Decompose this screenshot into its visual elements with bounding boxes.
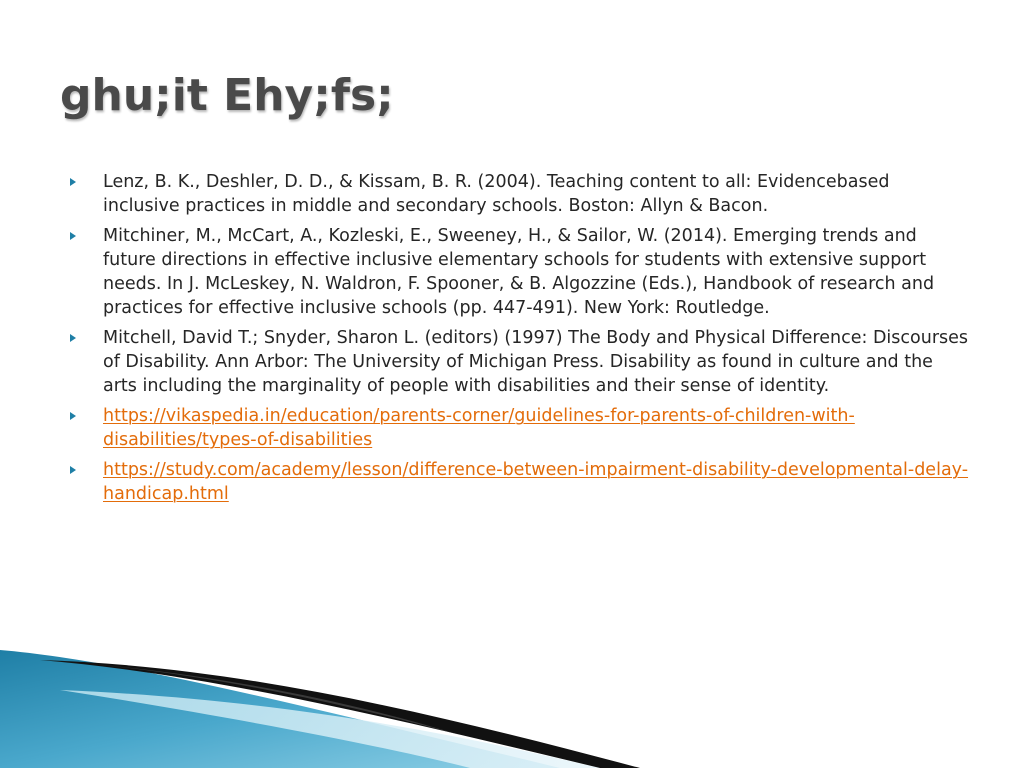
arrow-bullet-icon — [70, 412, 76, 420]
arrow-bullet-icon — [70, 232, 76, 240]
reference-text: Mitchiner, M., McCart, A., Kozleski, E., Sweeney, H., & Sailor, W. (2014). Emerging trends and future directions in effective inclusive elementary schools for students with extensive support needs. In J. McLeskey, N. Waldron, F. Spooner, & B. Algozzine (Eds.), Handbook of research and practices for effective inclusive schools (pp. 447-491). New York: Routledge. — [103, 226, 935, 318]
arrow-bullet-icon — [70, 466, 76, 474]
reference-list — [70, 170, 970, 512]
reference-link-study-com[interactable]: https://study.com/academy/lesson/difference-between-impairment-disability-developmental-delay-handicap.html — [103, 460, 969, 504]
reference-text: Lenz, B. K., Deshler, D. D., & Kissam, B. R. (2004). Teaching content to all: Evidencebased inclusive practices in middle and secondary schools. Boston: Allyn & Bacon. — [103, 172, 890, 216]
reference-item — [70, 326, 970, 398]
arrow-bullet-icon — [70, 178, 76, 186]
reference-item — [70, 170, 970, 218]
reference-text: Mitchell, David T.; Snyder, Sharon L. (editors) (1997) The Body and Physical Difference: Discourses of Disability. Ann Arbor: The University of Michigan Press. Disability as found in culture and the arts including the marginality of people with disabilities and their sense of identity. — [103, 328, 969, 396]
slide-title: ghu;it Ehy;fs; — [60, 70, 394, 121]
reference-item — [70, 458, 970, 506]
reference-item — [70, 224, 970, 320]
reference-item — [70, 404, 970, 452]
arrow-bullet-icon — [70, 334, 76, 342]
reference-link-vikaspedia[interactable]: https://vikaspedia.in/education/parents-corner/guidelines-for-parents-of-children-with-disabilities/types-of-disabilities — [103, 406, 855, 450]
